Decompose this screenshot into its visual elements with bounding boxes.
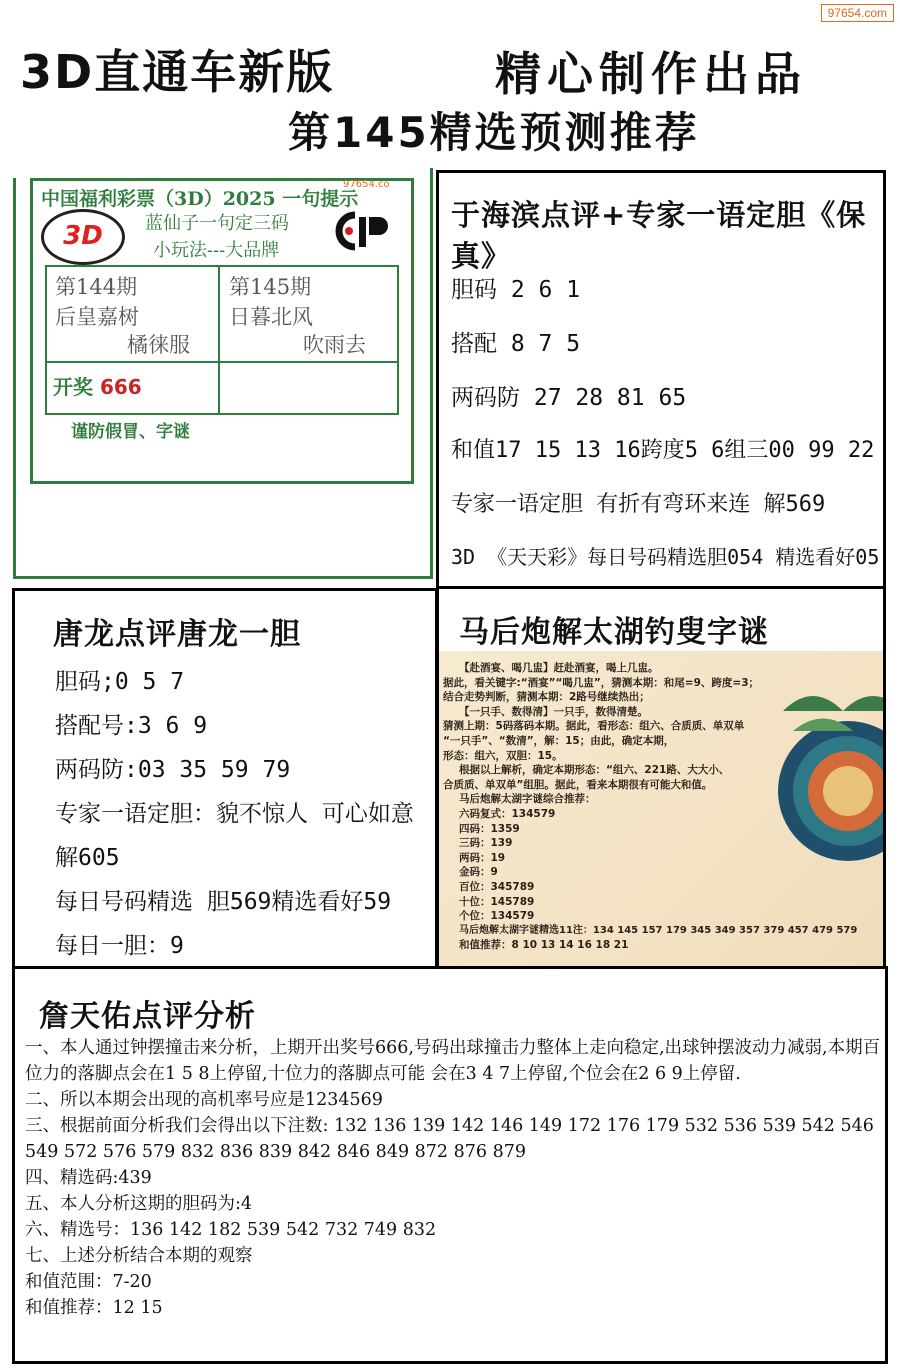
tang-line-7: 每日一胆：9 [55, 933, 184, 959]
tang-line-6: 每日号码精选 胆569精选看好59 [55, 889, 392, 915]
frame-line-bottom [13, 576, 433, 579]
analysis-line: 和值推荐：12 15 [25, 1298, 163, 1318]
ticket-slogan-1: 蓝仙子一句定三码 [145, 213, 289, 234]
yu-line-3: 两码防 27 28 81 65 [451, 385, 687, 411]
analysis-line: 六、精选号：136 142 182 539 542 732 749 832 [25, 1220, 437, 1240]
panel-yu-haibin [436, 170, 886, 590]
prev-riddle-1: 后皇嘉树 [55, 305, 139, 329]
analysis-line: 四、精选码:439 [25, 1168, 152, 1188]
panel-ma-houpao [436, 586, 886, 972]
ticket-footer: 谨防假冒、字谜 [71, 422, 190, 442]
yu-line-4: 和值17 15 13 16跨度5 6组三00 99 22 [451, 438, 875, 463]
ticket-title: 中国福利彩票（3D）2025 一句提示 [41, 188, 359, 210]
header-subtitle: 第145精选预测推荐 [288, 108, 700, 157]
riddle-line: 合质质、单双单”组胆。据此，看来本期很有可能大和值。 [443, 778, 713, 791]
analysis-line: 三、根据前面分析我们会得出以下注数: 132 136 139 142 146 149 172 176 179 532 536 539 542 546 549 572 576 579 832 836 839 842 846 849 872 876 879 [25, 1116, 874, 1162]
yu-line-6: 3D 《天天彩》每日号码精选胆054 精选看好05 [451, 545, 880, 569]
ticket-watermark: 97654.co [343, 179, 390, 190]
riddle-line: 结合走势判断，猜测本期：2路号继续热出； [443, 691, 650, 704]
welfare-lottery-logo-icon [333, 209, 391, 253]
panel-zhan-title: 詹天佑点评分析 [39, 999, 256, 1034]
riddle-line: 三码：139 [459, 837, 513, 850]
tang-line-1: 胆码;0 5 7 [55, 669, 185, 695]
riddle-line: 百位：345789 [459, 880, 535, 893]
panel-zhan-tianyou [12, 966, 888, 1364]
riddle-line: 形态：组六，双胆：15。 [443, 749, 563, 762]
riddle-line: 【赴酒宴、喝几盅】赶赴酒宴，喝上几盅。 [459, 662, 659, 674]
cur-period: 第145期 [229, 275, 312, 299]
panel-tang-long [12, 588, 438, 972]
3d-logo-icon: 3D [41, 209, 125, 265]
tang-line-2: 搭配号:3 6 9 [55, 713, 208, 739]
riddle-image [439, 651, 883, 969]
analysis-line: 一、本人通过钟摆撞击来分析，上期开出奖号666,号码出球撞击力整体上走向稳定,出球钟摆波动力减弱,本期百位力的落脚点会在1 5 8上停留,十位力的落脚点可能 会在3 4 7上停留,个位会在2 6 9上停留. [25, 1038, 881, 1084]
riddle-line: 四码：1359 [459, 822, 520, 835]
riddle-line: 【一只手、数得清】一只手，数得清楚。 [459, 705, 648, 718]
ticket-grid [45, 265, 399, 415]
tang-line-3: 两码防:03 35 59 79 [55, 757, 291, 783]
prev-riddle-2: 橘徕服 [127, 333, 190, 357]
draw-result [53, 371, 142, 400]
analysis-lines [25, 1035, 885, 1321]
frame-line-left [13, 178, 16, 578]
riddle-line: 六码复式：134579 [459, 807, 556, 820]
yu-line-5: 专家一语定胆 有折有弯环来连 解569 [451, 492, 826, 517]
panel-tang-title: 唐龙点评唐龙一胆 [53, 617, 301, 652]
tang-line-4: 专家一语定胆：貌不惊人 可心如意 [55, 801, 414, 827]
lottery-ticket [30, 178, 414, 484]
riddle-line: 两码：19 [459, 851, 506, 864]
yu-line-2: 搭配 8 7 5 [451, 331, 581, 357]
riddle-line: 金码：9 [459, 866, 498, 879]
prev-period: 第144期 [55, 275, 138, 299]
draw-value: 666 [99, 375, 142, 399]
riddle-line: 猜测上期：5码落码本期。据此，看形态：组六、合质质、单双单 [443, 720, 745, 733]
panel-yu-title: 于海滨点评+专家一语定胆《保真》 [451, 198, 867, 273]
riddle-line: 个位：134579 [459, 910, 535, 923]
riddle-lines [443, 661, 883, 953]
riddle-line: 和值推荐：8 10 13 14 16 18 21 [459, 939, 629, 952]
analysis-line: 二、所以本期会出现的高机率号应是1234569 [25, 1090, 383, 1110]
header-title-left: 3D直通车新版 [20, 45, 335, 99]
riddle-line: 据此，看关键字:“酒宴”“喝几盅”，猜测本期：和尾=9、跨度=3； [443, 676, 760, 689]
frame-line-divider [430, 168, 433, 578]
site-watermark: 97654.com [821, 4, 894, 22]
yu-line-1: 胆码 2 6 1 [451, 277, 581, 303]
ticket-slogan-2: 小玩法---大品牌 [153, 240, 280, 261]
tang-line-5: 解605 [55, 845, 120, 871]
header-title-right: 精心制作出品 [495, 47, 807, 101]
panel-ma-title: 马后炮解太湖钓叟字谜 [459, 615, 769, 650]
riddle-line: 十位：145789 [459, 895, 535, 908]
analysis-line: 五、本人分析这期的胆码为:4 [25, 1194, 253, 1214]
cur-riddle-2: 吹雨去 [303, 333, 366, 357]
analysis-line: 和值范围：7-20 [25, 1272, 152, 1292]
draw-label: 开奖 [53, 375, 93, 399]
cur-riddle-1: 日暮北风 [229, 305, 313, 329]
riddle-line: 马后炮解太湖字谜综合推荐： [459, 793, 596, 806]
riddle-line: “一只手”、“数清”，解：15；由此，确定本期， [443, 734, 675, 747]
riddle-line: 马后炮解太湖字谜精选11注：134 145 157 179 345 349 357 379 457 479 579 [459, 924, 858, 936]
analysis-line: 七、上述分析结合本期的观察 [25, 1246, 253, 1266]
riddle-line: 根据以上解析，确定本期形态：“组六、221路、大大小、 [459, 764, 730, 777]
